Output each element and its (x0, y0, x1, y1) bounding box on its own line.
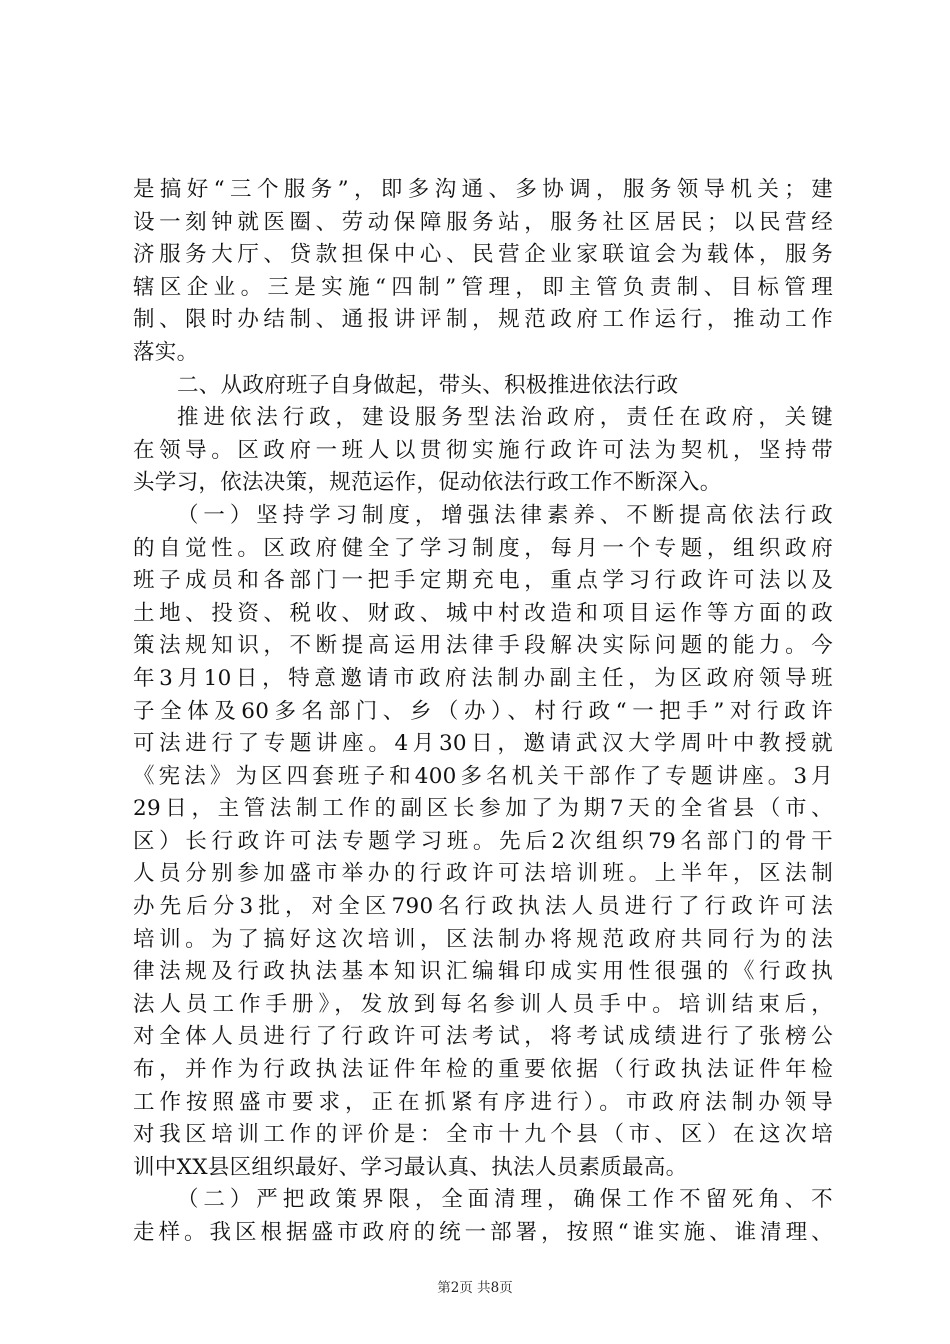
text-line: 布，并作为行政执法证件年检的重要依据（行政执法证件年检 (133, 1057, 833, 1083)
text-line: 是搞好“三个服务”，即多沟通、多协调，服务领导机关；建 (133, 177, 833, 202)
text-line: 《宪法》为区四套班子和400多名机关干部作了专题讲座。3月 (133, 763, 833, 789)
text-line: 在领导。区政府一班人以贯彻实施行政许可法为契机，坚持带 (133, 437, 833, 463)
subsection-heading: （一）坚持学习制度，增强法律素养、不断提高依法行政 (177, 502, 833, 528)
text-line: 策法规知识，不断提高运用法律手段解决实际问题的能力。今 (133, 633, 833, 659)
text-line: 训中XX县区组织最好、学习最认真、执法人员素质最高。 (133, 1154, 688, 1180)
text-line: 推进依法行政，建设服务型法治政府，责任在政府，关键 (177, 405, 833, 431)
text-line: 工作按照盛市要求，正在抓紧有序进行）。市政府法制办领导 (133, 1089, 833, 1115)
body-text (133, 174, 833, 1250)
text-line: 人员分别参加盛市举办的行政许可法培训班。上半年，区法制 (133, 861, 833, 887)
text-line: 法人员工作手册》，发放到每名参训人员手中。培训结束后， (133, 991, 833, 1017)
text-line: 对全体人员进行了行政许可法考试，将考试成绩进行了张榜公 (133, 1024, 833, 1050)
text-line: 的自觉性。区政府健全了学习制度，每月一个专题，组织政府 (133, 535, 833, 561)
text-line: 济服务大厅、贷款担保中心、民营企业家联谊会为载体，服务 (133, 242, 833, 268)
text-line: 辖区企业。三是实施“四制”管理，即主管负责制、目标管理 (133, 274, 833, 300)
text-line: 头学习，依法决策，规范运作，促动依法行政工作不断深入。 (133, 470, 722, 496)
text-line: 29日，主管法制工作的副区长参加了为期7天的全省县（市、 (133, 796, 833, 822)
text-line: 办先后分3批，对全区790名行政执法人员进行了行政许可法 (133, 894, 833, 920)
text-line: 对我区培训工作的评价是：全市十九个县（市、区）在这次培 (133, 1122, 833, 1148)
text-line: 律法规及行政执法基本知识汇编辑印成实用性很强的《行政执 (133, 959, 833, 985)
text-line: 年3月10日，特意邀请市政府法制办副主任，为区政府领导班 (133, 665, 833, 691)
text-line: 制、限时办结制、通报讲评制，规范政府工作运行，推动工作 (133, 307, 833, 333)
text-line: 走样。我区根据盛市政府的统一部署，按照“谁实施、谁清理、 (133, 1220, 833, 1245)
text-line: 设一刻钟就医圈、劳动保障服务站，服务社区居民；以民营经 (133, 209, 833, 235)
text-line: 区）长行政许可法专题学习班。先后2次组织79名部门的骨干 (133, 828, 833, 854)
text-line: 培训。为了搞好这次培训，区法制办将规范政府共同行为的法 (133, 926, 833, 952)
text-line: 可法进行了专题讲座。4月30日，邀请武汉大学周叶中教授就 (133, 731, 833, 757)
text-line: 落实。 (133, 339, 199, 365)
text-line: 子全体及60多名部门、乡（办）、村行政“一把手”对行政许 (133, 698, 833, 724)
subsection-heading: （二）严把政策界限，全面清理，确保工作不留死角、不 (177, 1187, 833, 1213)
page-footer: 第2页 共8页 (437, 1280, 513, 1296)
text-line: 土地、投资、税收、财政、城中村改造和项目运作等方面的政 (133, 600, 833, 626)
section-heading: 二、从政府班子自身做起，带头、积极推进依法行政 (177, 372, 679, 398)
text-line: 班子成员和各部门一把手定期充电，重点学习行政许可法以及 (133, 568, 833, 594)
